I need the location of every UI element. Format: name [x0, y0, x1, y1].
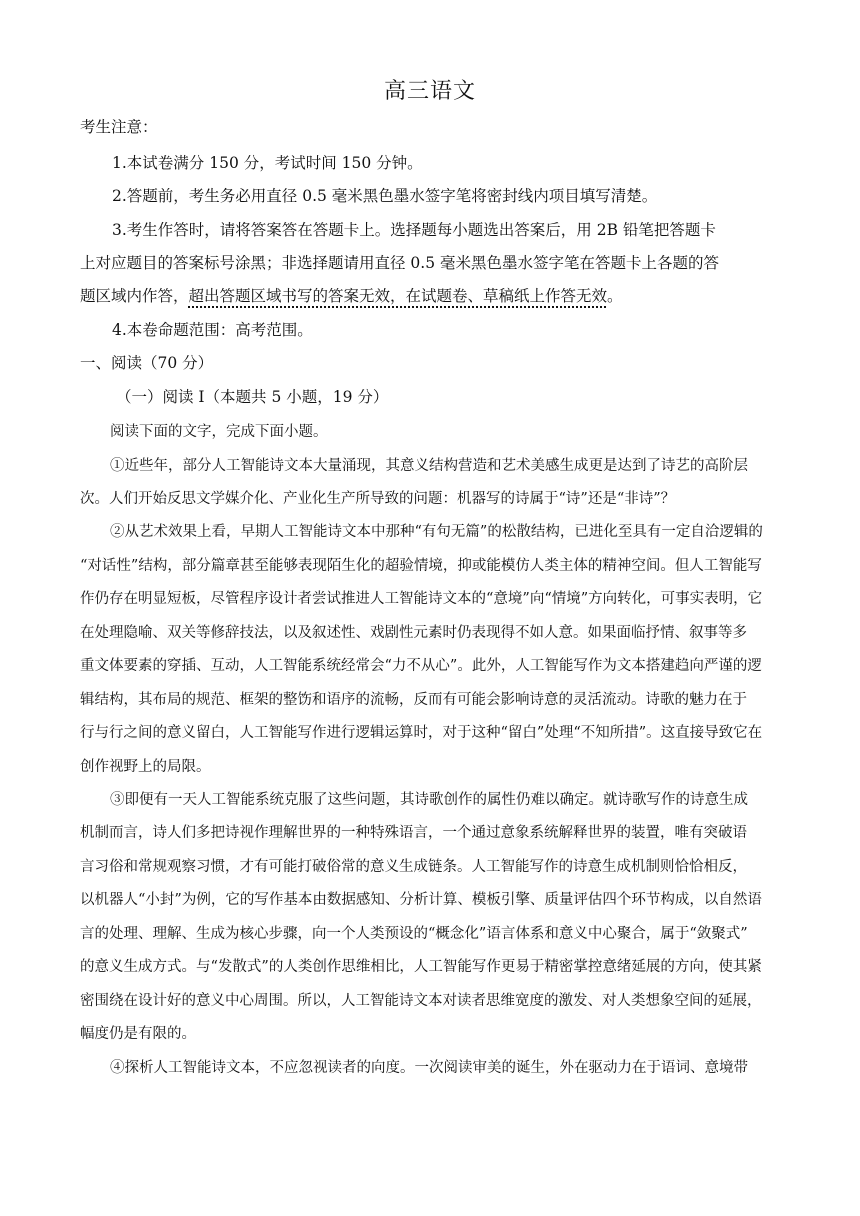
notice-text: 题区域内作答，	[80, 287, 189, 305]
notice-item: 4.本卷命题范围：高考范围。	[112, 321, 313, 339]
passage-line: 作仍存在明显短板，尽管程序设计者尝试推进人工智能诗文本的“意境”向“情境”方向转化，可事实表明，它	[80, 591, 763, 607]
passage-line: ②从艺术效果上看，早期人工智能诗文本中那种“有句无篇”的松散结构，已进化至具有一定自洽逻辑的	[110, 524, 763, 540]
subsection-heading: （一）阅读 I（本题共 5 小题，19 分）	[116, 388, 389, 406]
passage-line: 言习俗和常规观察习惯，才有可能打破俗常的意义生成链条。人工智能写作的诗意生成机制则恰恰相反，	[80, 859, 747, 875]
notice-item: 2.答题前，考生务必用直径 0.5 毫米黑色墨水签字笔将密封线内项目填写清楚。	[112, 187, 658, 205]
notice-item: 1.本试卷满分 150 分，考试时间 150 分钟。	[112, 154, 423, 172]
passage-line: 密围绕在设计好的意义中心周围。所以，人工智能诗文本对读者思维宽度的激发、对人类想象空间的延展，	[80, 993, 762, 1009]
notice-label: 考生注意：	[80, 118, 158, 136]
passage-line: 以机器人“小封”为例，它的写作基本由数据感知、分析计算、模板引擎、质量评估四个环节构成，以自然语	[80, 892, 762, 908]
passage-line: 机制而言，诗人们多把诗视作理解世界的一种特殊语言，一个通过意象系统解释世界的装置，唯有突破语	[80, 825, 747, 841]
passage-line: ①近些年，部分人工智能诗文本大量涌现，其意义结构营造和艺术美感生成更是达到了诗艺的高阶层	[110, 458, 748, 474]
passage-line: 在处理隐喻、双关等修辞技法，以及叙述性、戏剧性元素时仍表现得不如人意。如果面临抒情、叙事等多	[80, 625, 747, 641]
page-title: 高三语文	[383, 79, 476, 104]
instruction-text: 阅读下面的文字，完成下面小题。	[110, 424, 328, 440]
notice-text: 。	[607, 287, 623, 305]
passage-line: ③即便有一天人工智能系统克服了这些问题，其诗歌创作的属性仍难以确定。就诗歌写作的诗意生成	[110, 792, 748, 808]
passage-line: 辑结构，其布局的规范、框架的整饬和语序的流畅，反而有可能会影响诗意的灵活流动。诗歌的魅力在于	[80, 692, 747, 708]
passage-line: 幅度仍是有限的。	[80, 1026, 196, 1042]
passage-line: 创作视野上的局限。	[80, 759, 211, 775]
passage-line: ④探析人工智能诗文本，不应忽视读者的向度。一次阅读审美的诞生，外在驱动力在于语词、意境带	[110, 1060, 748, 1076]
passage-line: 次。人们开始反思文学媒介化、产业化生产所导致的问题：机器写的诗属于“诗”还是“非诗”？	[80, 491, 676, 507]
passage-line: 行与行之间的意义留白，人工智能写作进行逻辑运算时，对于这种“留白”处理“不知所措”。这直接导致它在	[80, 725, 763, 741]
notice-item: 3.考生作答时，请将答案答在答题卡上。选择题每小题选出答案后，用 2B 铅笔把答题卡	[112, 221, 716, 239]
passage-line: 言的处理、理解、生成为核心步骤，向一个人类预设的“概念化”语言体系和意义中心聚合，属于“敛聚式”	[80, 926, 748, 942]
emphasized-text: 超出答题区域书写的答案无效，在试题卷、草稿纸上作答无效	[188, 287, 608, 305]
passage-line: 的意义生成方式。与“发散式”的人类创作思维相比，人工智能写作更易于精密掌控意绪延展的方向，使其紧	[80, 959, 762, 975]
passage-line: “对话性”结构，部分篇章甚至能够表现陌生化的超验情境，抑或能模仿人类主体的精神空间。但人工智能写	[80, 558, 762, 574]
notice-item: 上对应题目的答案标号涂黑；非选择题请用直径 0.5 毫米黑色墨水签字笔在答题卡上各题的答	[80, 254, 720, 272]
passage-line: 重文体要素的穿插、互动，人工智能系统经常会“力不从心”。此外，人工智能写作为文本搭建趋向严谨的逻	[80, 658, 762, 674]
notice-item	[80, 285, 780, 307]
section-heading: 一、阅读（70 分）	[80, 354, 214, 372]
